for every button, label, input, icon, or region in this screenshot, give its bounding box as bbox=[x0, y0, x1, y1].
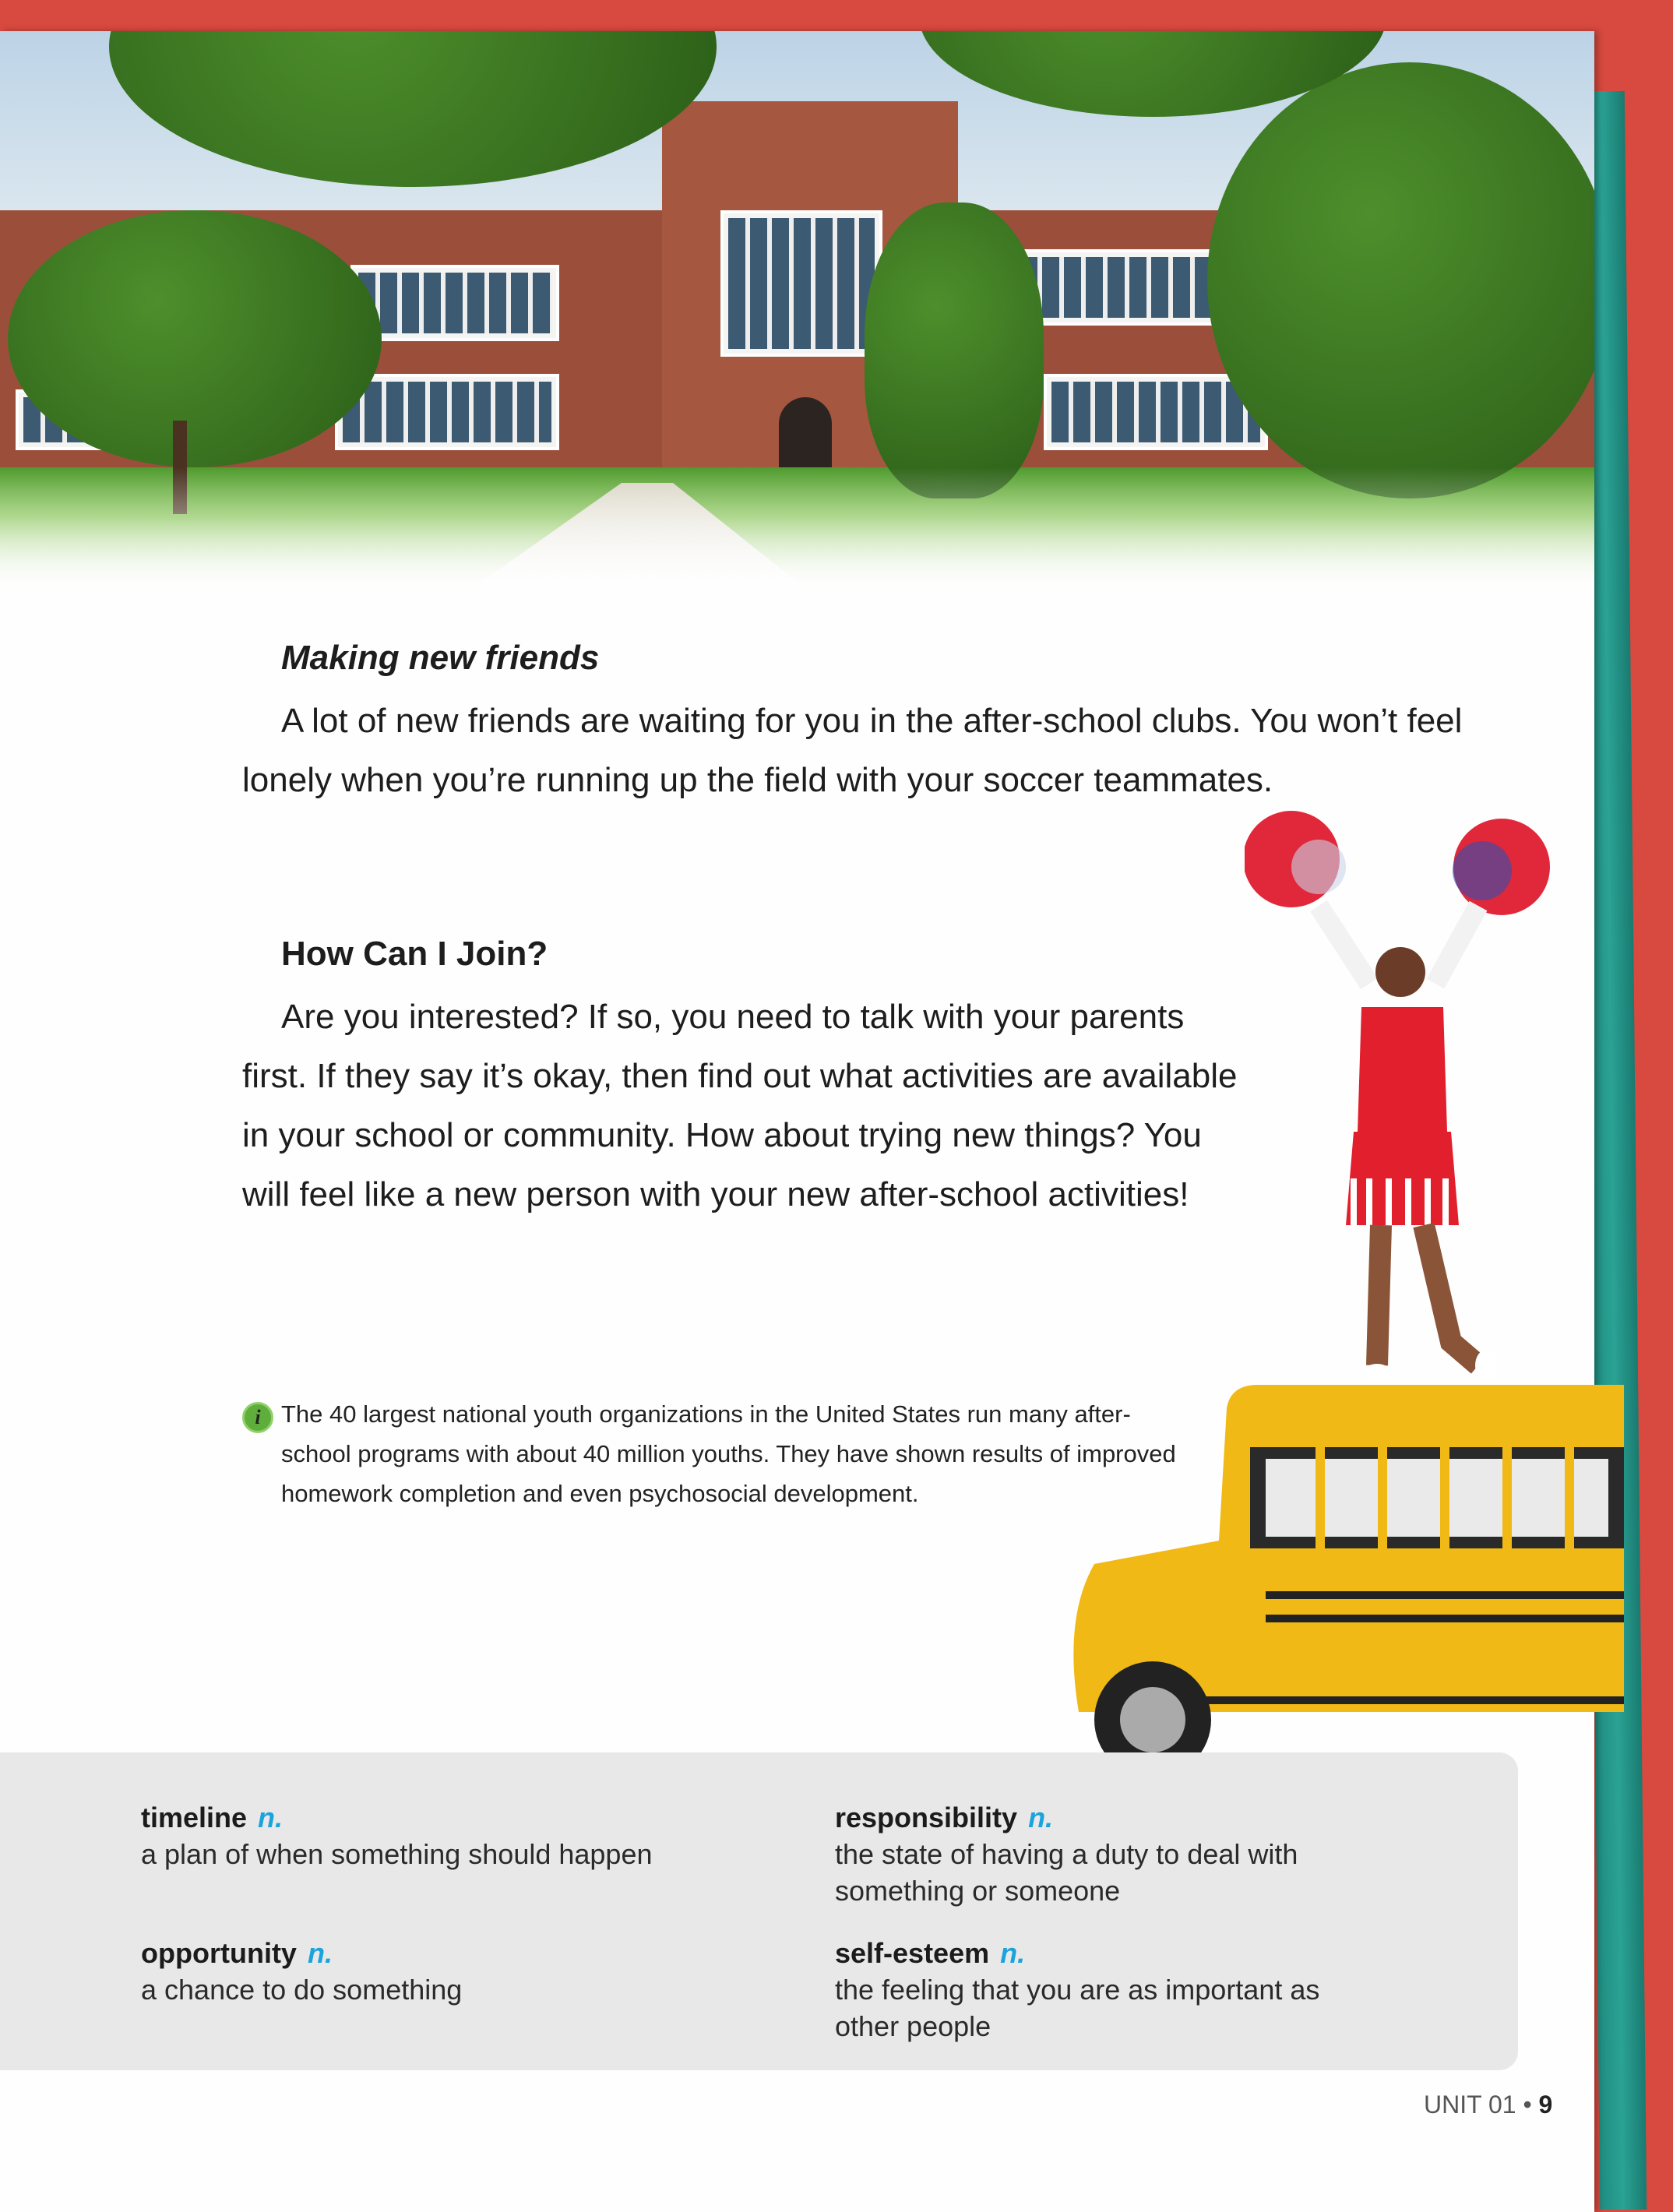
glossary-definition: a chance to do something bbox=[141, 1974, 463, 2006]
school-building-photo bbox=[0, 31, 1594, 592]
paragraph-line: will feel like a new person with your new after-school activities! bbox=[242, 1175, 1189, 1213]
paragraph-text: A lot of new friends are waiting for you in the after-school clubs. You won’t feel lonely when you’re running up the field with your soccer teammates. bbox=[242, 702, 1463, 799]
part-of-speech: n. bbox=[1000, 1937, 1026, 1969]
glossary-definition: a plan of when something should happen bbox=[141, 1838, 653, 1870]
paragraph-making-friends bbox=[242, 692, 1504, 810]
glossary-entry-timeline bbox=[141, 1799, 764, 1872]
part-of-speech: n. bbox=[258, 1802, 284, 1833]
info-icon: i bbox=[242, 1402, 273, 1433]
vocabulary-glossary bbox=[0, 1752, 1518, 2070]
part-of-speech: n. bbox=[1028, 1802, 1054, 1833]
textbook-page bbox=[0, 31, 1594, 2212]
glossary-definition: the feeling that you are as important as other people bbox=[835, 1974, 1320, 2042]
info-note bbox=[242, 1394, 1177, 1513]
glossary-term: self-esteem bbox=[835, 1937, 990, 1969]
section-heading-making-friends: Making new friends bbox=[281, 639, 600, 677]
part-of-speech: n. bbox=[307, 1937, 333, 1969]
paragraph-line: Are you interested? If so, you need to talk with your parents bbox=[281, 998, 1185, 1036]
glossary-term: timeline bbox=[141, 1802, 248, 1833]
glossary-definition: the state of having a duty to deal with something or someone bbox=[835, 1838, 1298, 1907]
glossary-term: opportunity bbox=[141, 1937, 297, 1969]
paragraph-line: in your school or community. How about trying new things? You bbox=[242, 1116, 1202, 1154]
cheerleader-image bbox=[1245, 805, 1556, 1412]
unit-label: UNIT 01 bbox=[1424, 2090, 1516, 2119]
page-number: 9 bbox=[1538, 2090, 1553, 2119]
glossary-entry-responsibility bbox=[835, 1799, 1380, 1909]
glossary-entry-self-esteem bbox=[835, 1935, 1380, 2045]
school-door bbox=[779, 397, 832, 475]
paragraph-how-to-join bbox=[242, 988, 1237, 1224]
info-note-text: The 40 largest national youth organizations in the United States run many after-school programs with about 40 million youths. They have shown results of improved homework completion and even psychosocial development. bbox=[281, 1400, 1176, 1507]
page-footer bbox=[1424, 2090, 1552, 2119]
footer-separator: • bbox=[1523, 2090, 1532, 2119]
section-heading-how-to-join: How Can I Join? bbox=[281, 935, 548, 973]
glossary-term: responsibility bbox=[835, 1802, 1018, 1833]
glossary-entry-opportunity bbox=[141, 1935, 764, 2008]
school-bus-image bbox=[1063, 1385, 1624, 1774]
paragraph-line: first. If they say it’s okay, then find out what activities are available bbox=[242, 1057, 1238, 1095]
